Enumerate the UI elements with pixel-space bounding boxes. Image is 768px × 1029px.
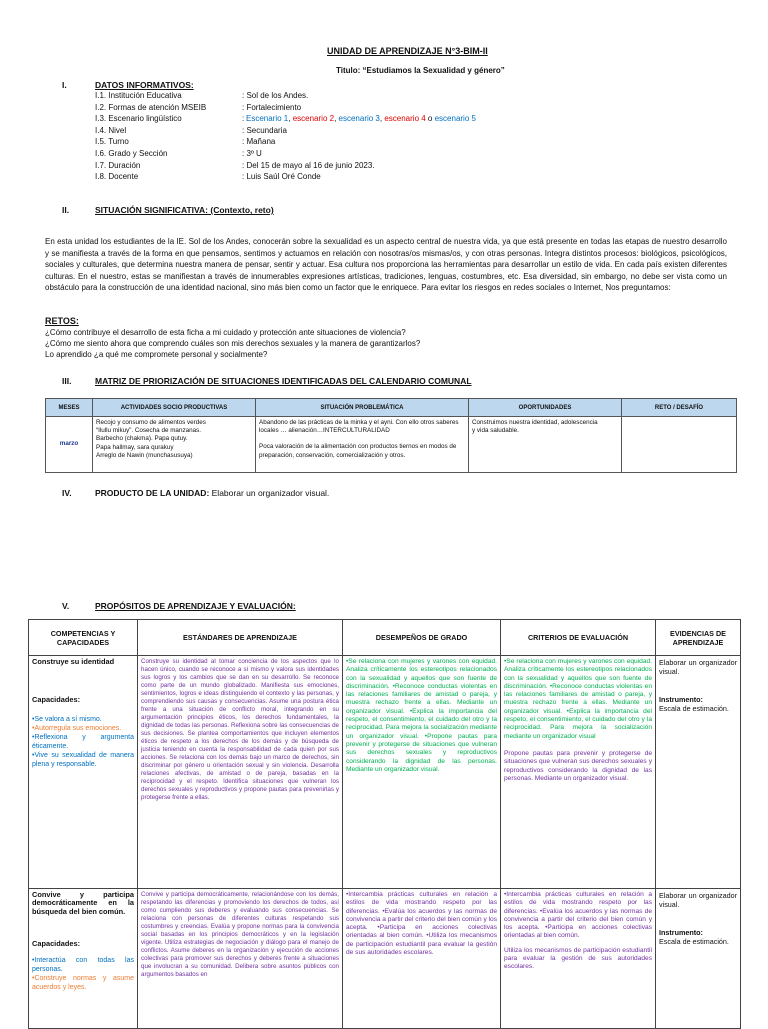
unit-subtitle: Titulo: “Estudiamos la Sexualidad y género” [336,66,505,75]
situacion-line: Abandono de las prácticas de la minka y el ayni. Con ello otros saberes locales … alienación…INTERCULTURALIDAD [259,419,459,435]
situacion-cell [256,417,469,473]
info-label: I.3. Escenario lingüístico [95,114,182,124]
criterios-text: Propone pautas para prevenir y protegerse de situaciones que vulneran sus derechos sexuales y reproductivos considerando la dignidad de las personas. Mediante un organizador visual. [504,749,652,782]
info-value: : Sol de los Andes. [242,91,309,100]
propositos-table [28,619,741,1029]
evidencia-cell [656,889,741,1029]
info-row [95,148,515,159]
info-row [95,136,515,147]
oportunidad-line: y vida saludable. [472,427,519,435]
situacion-line: Poca valoración de la alimentación con productos tiernos en modos de preparación, conservación, comercialización y otros. [259,443,457,459]
desempenos-cell: •Intercambia prácticas culturales en relación a estilos de vida mostrando respeto por las diferencias. •Evalúa los acuerdos y las normas de convivencia a partir del criterio del bien común y los acepta. •Participa en acciones colectivas orientadas al bien común. •Utiliza los mecanismos de participación estudiantil para evaluar la gestión de sus autoridades escolares. [343,889,501,1029]
capacidades-heading: Capacidades: [32,695,81,705]
section-number: I. [62,80,67,90]
evidencia-text: Elaborar un organizador visual. [659,658,737,677]
capacidad-item: •Interactúa con todas las personas. [32,957,134,974]
actividad-line: Arreglo de Nawin (munchasusuya) [96,451,193,459]
info-label: I.5. Turno [95,137,129,147]
info-label: I.6. Grado y Sección [95,149,168,158]
separator: , [379,114,385,124]
retos-list [45,327,645,360]
info-row [95,102,515,113]
competencia-name: Convive y participa democráticamente en la búsqueda del bien común. [32,890,134,916]
column-header: EVIDENCIAS DE APRENDIZAJE [656,620,741,656]
info-label: I.2. Formas de atención MSEIB [95,102,207,112]
column-header: CRITERIOS DE EVALUACIÓN [501,620,656,656]
section-number: II. [62,205,70,215]
section-title: PRODUCTO DE LA UNIDAD: [95,488,210,498]
evidencia-cell [656,656,741,889]
competencia-cell [29,889,138,1029]
instrumento-label: Instrumento: [659,694,703,704]
reto-item: ¿Cómo contribuye el desarrollo de esta ficha a mi cuidado y protección ante situaciones de violencia? [45,328,406,337]
criterios-text: •Se relaciona con mujeres y varones con equidad. Analiza críticamente los estereotipos relacionados con la sexualidad y aquellos que son fuente de discriminación. •Reconoce conductas violentas en las relaciones familiares de amistad o pareja, y muestra rechazo frente a ellas. Mediante un organizador visual. •Explica la importancia del respeto, el consentimiento, el cuidado del otro y la reciprocidad. Para mejora la socialización mediante un organizador visual [504,658,652,740]
capacidad-item: •Reflexiona y argumenta éticamente. [32,733,134,750]
escenario-item: escenario 3 [338,114,380,124]
oportunidad-line: Construimos nuestra identidad, adolescencia [472,419,598,426]
info-row [95,125,515,136]
datos-informativos-list [95,90,515,185]
section-title: SITUACIÓN SIGNIFICATIVA: (Contexto, reto) [95,205,274,215]
column-header: ACTIVIDADES SOCIO PRODUCTIVAS [93,399,256,417]
column-header: ESTÁNDARES DE APRENDIZAJE [138,620,343,656]
info-row [95,90,515,101]
capacidad-item: •Se valora a sí mismo. [32,715,102,723]
escenario-item: Escenario 1 [246,114,289,124]
instrumento-text: Escala de estimación. [659,704,729,714]
actividad-line: “Ilullu mikuy”. Cosecha de manzanas. [96,427,201,435]
estandar-cell: Construye su identidad al tomar conciencia de los aspectos que lo hacen único, cuando se reconoce a sí mismo y valora sus identidades sus logros y los cambios que se dan en su desarrollo. Se reconoce como parte de un mundo globalizado. Manifiesta sus emociones, sentimientos, logros e ideas distinguiendo el contexto y las personas, y comprendiendo sus causas y consecuencias. Asume una postura ética frente a una situación de conflicto moral, integrando en su argumentación principios éticos, los derechos fundamentales, la dignidad de todas las personas. Reflexiona sobre las consecuencias de sus decisiones. Se plantea comportamientos que incluyen elementos éticos de respeto a los derechos de los demás y de búsqueda de justicia teniendo en cuenta la responsabilidad de cada quien por sus acciones. Se relaciona con los demás bajo un marco de derechos, sin discriminar por género u orientación sexual y sin violencia. Desarrolla relaciones afectivas, de amistad o de pareja, basadas en la reciprocidad y el respeto. Identifica situaciones que vulneran los derechos sexuales y reproductivos y propone pautas para prevenirlas y protegerse frente a ellas. [138,656,343,889]
capacidad-item: •Construye normas y asume acuerdos y leyes. [32,975,134,992]
criterios-text: Utiliza los mecanismos de participación estudiantil para evaluar la gestión de sus autoridades escolares. [504,946,652,971]
column-header: SITUACIÓN PROBLEMÁTICA [256,399,469,417]
capacidad-item: •Autorregula sus emociones. [32,724,122,732]
info-label: I.4. Nivel [95,125,127,135]
situacion-significativa-text: En esta unidad los estudiantes de la IE. Sol de los Andes, conocerán sobre la sexualidad es un aspecto central de nuestra vida, ya que está presente en todas las etapas de nuestro desarrollo y se manifiesta a través de la forma en que pensamos, sentimos y actuamos en relación con nosotras/os mismas/os, y con otras personas. Integra distintos procesos: biológicos, psicológicos, sociales y culturales, que determina nuestra manera de pensar, sentir y actuar. Esa cultura nos proporciona las herramientas para desarrollar un estilo de vida. En cada país existen diferentes culturas. En el nuestro, estas se manifiestan a través de innumerables expresiones artísticas, tradiciones, lenguas, costumbres, etc. Esa diversidad, sin embargo, no debe ser vista como un obstáculo para la construcción de una identidad nacional, sino más bien como un factor que le enriquece. Para evitar los riesgos en redes sociales o Internet, Nos preguntamos: [45,237,727,293]
section-title: DATOS INFORMATIVOS: [95,80,194,90]
actividades-cell [93,417,256,473]
info-row [95,171,515,182]
mes-cell: marzo [46,417,93,473]
situacion-line [259,435,465,443]
column-header: RETO / DESAFÍO [622,399,737,417]
info-value: : Fortalecimiento [242,102,302,112]
info-label: I.7. Duración [95,160,141,170]
reto-item: Lo aprendido ¿a qué me compromete personal y socialmente? [45,350,268,359]
criterios-cell [501,889,656,1029]
table-header-row [46,399,737,417]
criterios-text: •Intercambia prácticas culturales en relación a estilos de vida mostrando respeto por las diferencias. •Evalúa los acuerdos y las normas de convivencia a partir del criterio del bien común y los acepta. •Participa en acciones colectivas orientadas al bien común. [504,891,652,940]
info-label: I.8. Docente [95,172,139,182]
escenario-item: escenario 5 [434,114,476,124]
desempenos-cell: •Se relaciona con mujeres y varones con equidad. Analiza críticamente los estereotipos relacionados con la sexualidad y aquellos que son fuente de discriminación. •Reconoce conductas violentas en las relaciones familiares de amistad o pareja, y muestra rechazo frente a ellas. Mediante un organizador visual. •Explica la importancia del respeto, el consentimiento, el cuidado del otro y la reciprocidad. Para mejora la socialización mediante un organizador visual. •Propone pautas para prevenir y protegerse de situaciones que vulneran sus derechos sexuales y reproductivos considerando la dignidad de las personas. Mediante un organizador visual. [343,656,501,889]
matriz-table [45,398,737,473]
column-header: OPORTUNIDADES [469,399,622,417]
criterios-cell [501,656,656,889]
column-header: COMPETENCIAS Y CAPACIDADES [29,620,138,656]
escenario-item: escenario 2 [292,114,335,124]
competencia-cell [29,656,138,889]
separator: o [425,114,435,124]
info-value: : Mañana [242,137,276,147]
retos-heading: RETOS: [45,316,79,326]
info-value: : Secundaria [242,125,287,135]
actividad-line: Papa hallmay, sara qurakuy [96,443,174,451]
capacidad-item: •Vive su sexualidad de manera plena y responsable. [32,751,134,768]
producto-line [95,488,329,498]
actividad-line: Barbecho (chakma). Papa qutuy. [96,435,188,443]
section-number: V. [62,601,70,611]
competencia-name: Construye su identidad [32,657,115,666]
table-header-row [29,620,741,656]
estandar-cell: Convive y participa democráticamente, relacionándose con los demás, respetando las diferencias y promoviendo los derechos de todos, así como cumpliendo sus deberes y evaluando sus consecuencias. Se relaciona con personas de diferentes culturas respetando sus costumbres y creencias. Evalúa y propone normas para la convivencia social basadas en los principios democráticos y en la legislación vigente. Utiliza estrategias de negociación y diálogo para el manejo de conflictos. Asume deberes en la organización y ejecución de acciones colectivas para promover sus derechos y deberes frente a situaciones que involucran a su comunidad. Delibera sobre asuntos públicos con argumentos basados en [138,889,343,1029]
oportunidades-cell [469,417,622,473]
table-row [46,417,737,473]
section-title: MATRIZ DE PRIORIZACIÓN DE SITUACIONES IDENTIFICADAS DEL CALENDARIO COMUNAL [95,376,472,386]
reto-cell [622,417,737,473]
column-header: MESES [46,399,93,417]
escenario-item: escenario 4 [384,114,426,124]
info-row [95,113,515,124]
section-number: III. [62,376,72,386]
reto-item: ¿Cómo me siento ahora que comprendo cuáles son mis derechos sexuales y la manera de garantizarlos? [45,339,421,348]
info-value: : Del 15 de mayo al 16 de junio 2023. [242,160,375,170]
column-header: DESEMPEÑOS DE GRADO [343,620,501,656]
info-value: : Luis Saúl Oré Conde [242,172,321,182]
info-label: I.1. Institución Educativa [95,91,182,100]
section-title: PROPÓSITOS DE APRENDIZAJE Y EVALUACIÓN: [95,601,296,611]
instrumento-text: Escala de estimación. [659,937,729,947]
info-value: : [242,114,245,124]
escenarios-list [246,113,476,125]
separator: , [288,114,293,124]
separator: , [334,114,339,124]
unit-title: UNIDAD DE APRENDIZAJE N°3-BIM-II [327,46,488,56]
actividad-line: Recojo y consumo de alimentos verdes [96,419,206,426]
table-row [29,656,741,889]
table-row [29,889,741,1029]
info-value: : 3º U [242,149,262,158]
section-number: IV. [62,488,72,498]
producto-text: Elaborar un organizador visual. [209,488,330,498]
instrumento-label: Instrumento: [659,927,703,937]
capacidades-heading: Capacidades: [32,938,81,948]
evidencia-text: Elaborar un organizador visual. [659,891,737,910]
info-row [95,160,515,171]
